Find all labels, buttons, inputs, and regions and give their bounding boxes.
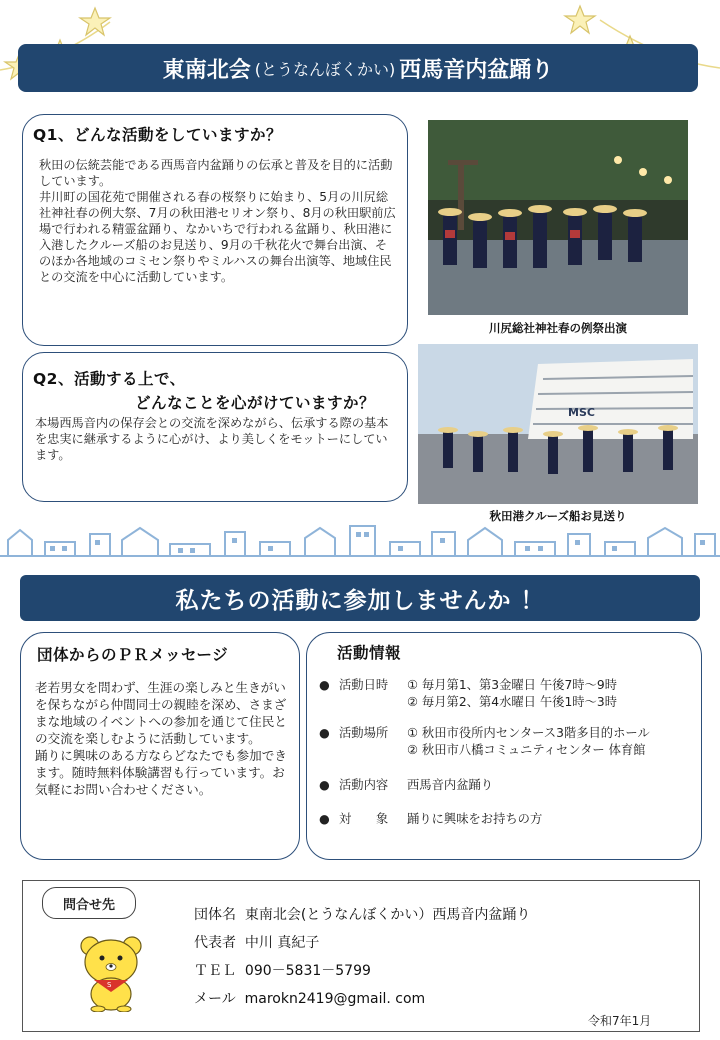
contact-tel-label: ＴＥＬ (194, 963, 236, 979)
activity-title: 活動情報 (337, 644, 402, 662)
activity-label: 活動場所 (339, 726, 389, 740)
cta-banner: 私たちの活動に参加しませんか ！ (20, 575, 700, 621)
photo-shrine-festival (428, 120, 688, 315)
activity-value: 西馬音内盆踊り (407, 778, 494, 792)
q2-card (22, 352, 408, 502)
header-title-reading: (とうなんぼくかい) (254, 59, 396, 79)
activity-value: ② 毎月第2、第4水曜日 午後1時～3時 (407, 695, 617, 709)
activity-value: 踊りに興味をお持ちの方 (407, 812, 543, 826)
q1-body: 秋田の伝統芸能である西馬音内盆踊りの伝承と普及を目的に活動しています。 井川町の国花苑で開催される春の桜祭りに始まり、5月の川尻総社神社春の例大祭、7月の秋田港セリオン祭り、8月の秋田駅前広場で行われる精霊盆踊り、なかいちで行われる盆踊り、秋田港に入港したクルーズ船のお見送り、9月の千秋花火で舞台出演、そのほか各地域のコミセン祭りやミルハスの舞台出演等、地域住民との交流を中心に活動しています。 (39, 158, 396, 284)
q2-title-line2: どんなことを心がけていますか？ (135, 394, 376, 412)
activity-card (306, 632, 702, 860)
activity-row-place: ● 活動場所 ① 秋田市役所内センタース3階多目的ホール ② 秋田市八橋コミュニティセンター 体育館 (319, 726, 650, 757)
star-icon (565, 6, 595, 33)
activity-value: ① 毎月第1、第3金曜日 午後7時～9時 (407, 678, 617, 692)
activity-value: ① 秋田市役所内センタース3階多目的ホール (407, 726, 650, 740)
photo2-caption: 秋田港クルーズ船お見送り (489, 509, 627, 523)
activity-label: 活動内容 (339, 778, 389, 792)
contact-rep-label: 代表者 (194, 935, 236, 951)
ship-brand-text: MSC (568, 406, 595, 419)
contact-mail (194, 989, 425, 1009)
header-banner (18, 44, 698, 92)
contact-org-label: 団体名 (194, 907, 236, 923)
photo-cruise-ship (418, 344, 698, 504)
photo1-caption: 川尻総社神社春の例祭出演 (489, 321, 627, 335)
q1-title: Q1、どんな活動をしていますか？ (33, 126, 282, 144)
bear-mascot-icon (76, 932, 146, 1012)
activity-label: 対 象 (339, 812, 389, 826)
townscape-decoration (0, 518, 720, 560)
contact-tel (194, 961, 371, 981)
activity-row-schedule: ● 活動日時 ① 毎月第1、第3金曜日 午後7時～9時 ② 毎月第2、第4水曜日 午後1時～3時 (319, 678, 617, 709)
header-title-main: 東南北会 (162, 57, 251, 83)
contact-org (194, 905, 530, 925)
activity-value: ② 秋田市八橋コミュニティセンター 体育館 (407, 743, 646, 757)
contact-tag: 問合せ先 (42, 887, 136, 919)
q1-card (22, 114, 408, 346)
star-icon (80, 8, 110, 35)
contact-mail-label: メール (194, 991, 236, 1007)
q2-body: 本場西馬音内の保存会との交流を深めながら、伝承する際の基本を忠実に継承するように心がけ、より美しくをモットーにしています。 (35, 416, 389, 462)
pr-title: 団体からのＰＲメッセージ (37, 646, 229, 664)
activity-row-target: ● 対 象 踊りに興味をお持ちの方 (319, 812, 543, 826)
contact-rep-value: 中川 真紀子 (244, 935, 320, 951)
pr-body: 老若男女を問わず、生涯の楽しみと生きがいを保ちながら仲間同士の親睦を深め、さまざまな地域のイベントへの参加を通じて住民との交流を楽しむように活動しています。 踊りに興味のある方ならどなたでも参加できます。随時無料体験講習も行っています。お気軽にお問い合わせください。 (35, 680, 287, 797)
q2-title-line1: Q2、活動する上で、 (33, 370, 186, 388)
contact-rep (194, 933, 319, 953)
contact-tel-value[interactable]: 090－5831－5799 (244, 963, 371, 979)
issue-date: 令和7年1月 (588, 1014, 652, 1028)
header-title-sub: 西馬音内盆踊り (399, 57, 554, 83)
contact-mail-value[interactable]: marokn2419@gmail. com (244, 991, 426, 1007)
svg-text:S: S (107, 981, 112, 989)
pr-card (20, 632, 300, 860)
activity-label: 活動日時 (339, 678, 389, 692)
activity-row-content: ● 活動内容 西馬音内盆踊り (319, 778, 494, 792)
contact-org-value: 東南北会(とうなんぼくかい）西馬音内盆踊り (244, 907, 531, 923)
